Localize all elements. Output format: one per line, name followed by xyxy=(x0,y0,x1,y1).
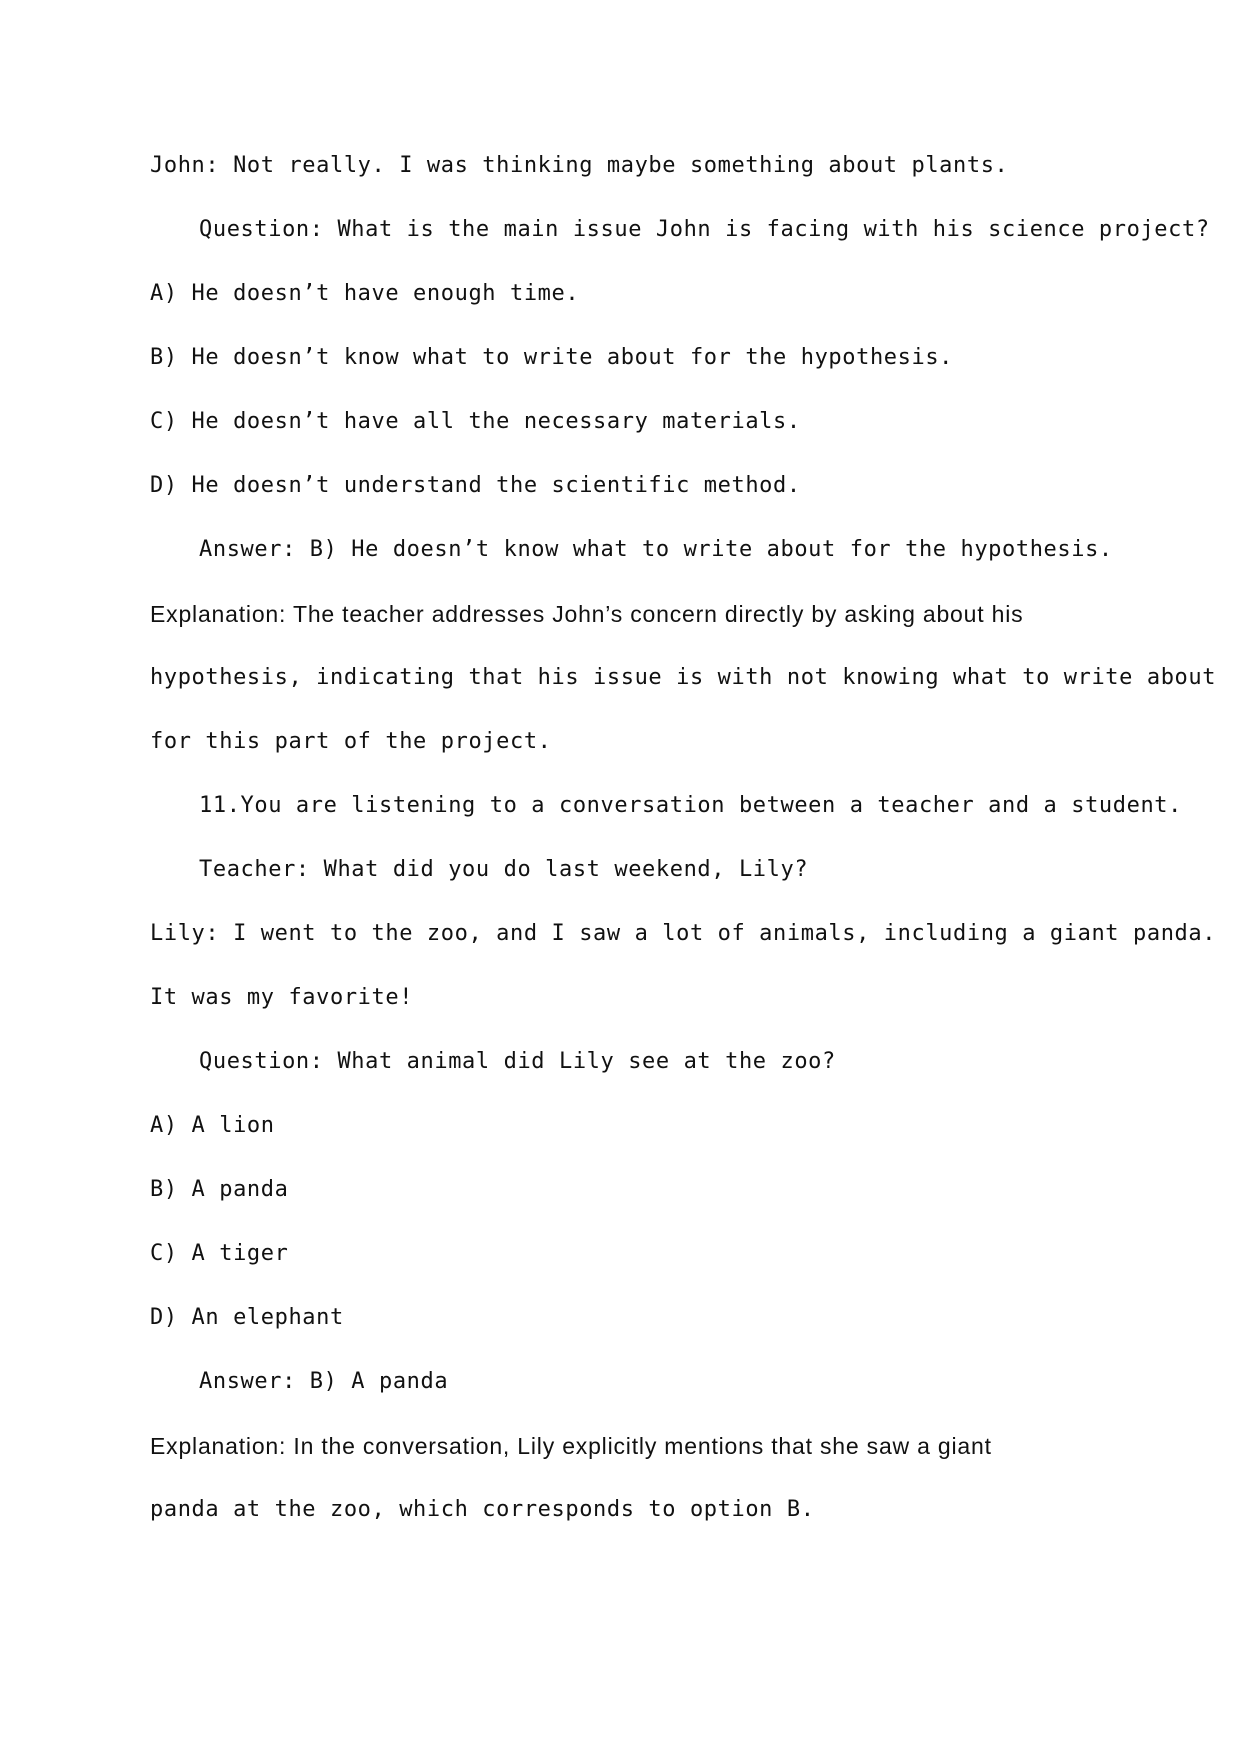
dialogue-line-teacher: Teacher: What did you do last weekend, Lily? xyxy=(199,857,809,882)
question-text: Question: What animal did Lily see at the zoo? xyxy=(199,1049,836,1074)
option-c: C) He doesn’t have all the necessary materials. xyxy=(150,409,801,434)
answer-text: Answer: B) He doesn’t know what to write about for the hypothesis. xyxy=(199,537,1113,562)
explanation-line: hypothesis, indicating that his issue is with not knowing what to write about xyxy=(150,665,1217,690)
option-c: C) A tiger xyxy=(150,1241,289,1266)
question-intro: 11.You are listening to a conversation between a teacher and a student. xyxy=(199,793,1183,818)
question-text: Question: What is the main issue John is facing with his science project? xyxy=(199,217,1210,242)
option-d: D) He doesn’t understand the scientific method. xyxy=(150,473,801,498)
explanation-line: for this part of the project. xyxy=(150,729,552,754)
dialogue-line-lily: It was my favorite! xyxy=(150,985,414,1010)
explanation-line: panda at the zoo, which corresponds to option B. xyxy=(150,1497,815,1522)
option-a: A) He doesn’t have enough time. xyxy=(150,281,580,306)
explanation-line: Explanation: The teacher addresses John’s concern directly by asking about his xyxy=(150,601,1024,627)
dialogue-line-lily: Lily: I went to the zoo, and I saw a lot of animals, including a giant panda. xyxy=(150,921,1217,946)
option-b: B) He doesn’t know what to write about for the hypothesis. xyxy=(150,345,954,370)
explanation-line: Explanation: In the conversation, Lily explicitly mentions that she saw a giant xyxy=(150,1433,992,1459)
option-b: B) A panda xyxy=(150,1177,289,1202)
answer-text: Answer: B) A panda xyxy=(199,1369,449,1394)
dialogue-line-john: John: Not really. I was thinking maybe something about plants. xyxy=(150,153,1009,178)
option-a: A) A lion xyxy=(150,1113,275,1138)
option-d: D) An elephant xyxy=(150,1305,344,1330)
